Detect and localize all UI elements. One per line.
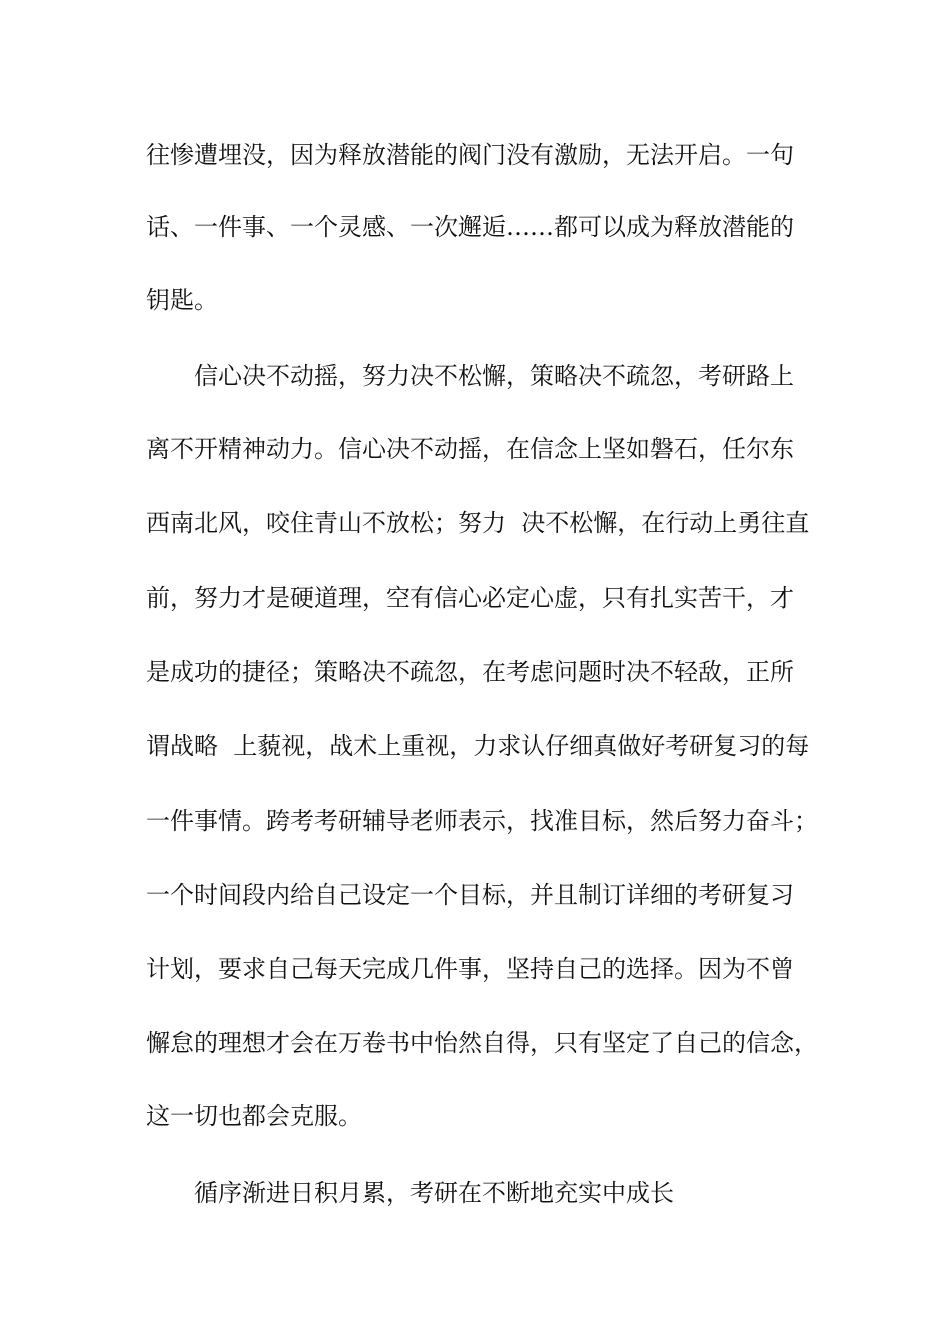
paragraph-line: 懈怠的理想才会在万卷书中怡然自得，只有坚定了自己的信念， <box>146 1029 818 1057</box>
paragraph-line: 信心决不动摇，努力决不松懈，策略决不疏忽，考研路上 <box>194 362 794 390</box>
paragraph-line: 这一切也都会克服。 <box>146 1102 362 1130</box>
paragraph-line: 是成功的捷径；策略决不疏忽，在考虑问题时决不轻敌，正所 <box>146 658 794 686</box>
paragraph-line: 一件事情。跨考考研辅导老师表示，找准目标，然后努力奋斗； <box>146 807 818 835</box>
paragraph-line: 钥匙。 <box>146 286 218 314</box>
paragraph-line: 前，努力才是硬道理，空有信心必定心虚，只有扎实苦干，才 <box>146 584 794 612</box>
paragraph-line: 往惨遭埋没，因为释放潜能的阀门没有激励，无法开启。一句 <box>146 141 794 169</box>
paragraph-line: 西南北风，咬住青山不放松；努力 决不松懈，在行动上勇往直 <box>146 509 810 537</box>
paragraph-line: 计划，要求自己每天完成几件事，坚持自己的选择。因为不曾 <box>146 955 794 983</box>
paragraph-line: 离不开精神动力。信心决不动摇，在信念上坚如磐石，任尔东 <box>146 435 794 463</box>
section-heading: 循序渐进日积月累，考研在不断地充实中成长 <box>194 1179 674 1207</box>
paragraph-line: 话、一件事、一个灵感、一次邂逅……都可以成为释放潜能的 <box>146 213 794 241</box>
paragraph-line: 一个时间段内给自己设定一个目标，并且制订详细的考研复习 <box>146 881 794 909</box>
paragraph-line: 谓战略 上藐视，战术上重视，力求认仔细真做好考研复习的每 <box>146 732 810 760</box>
